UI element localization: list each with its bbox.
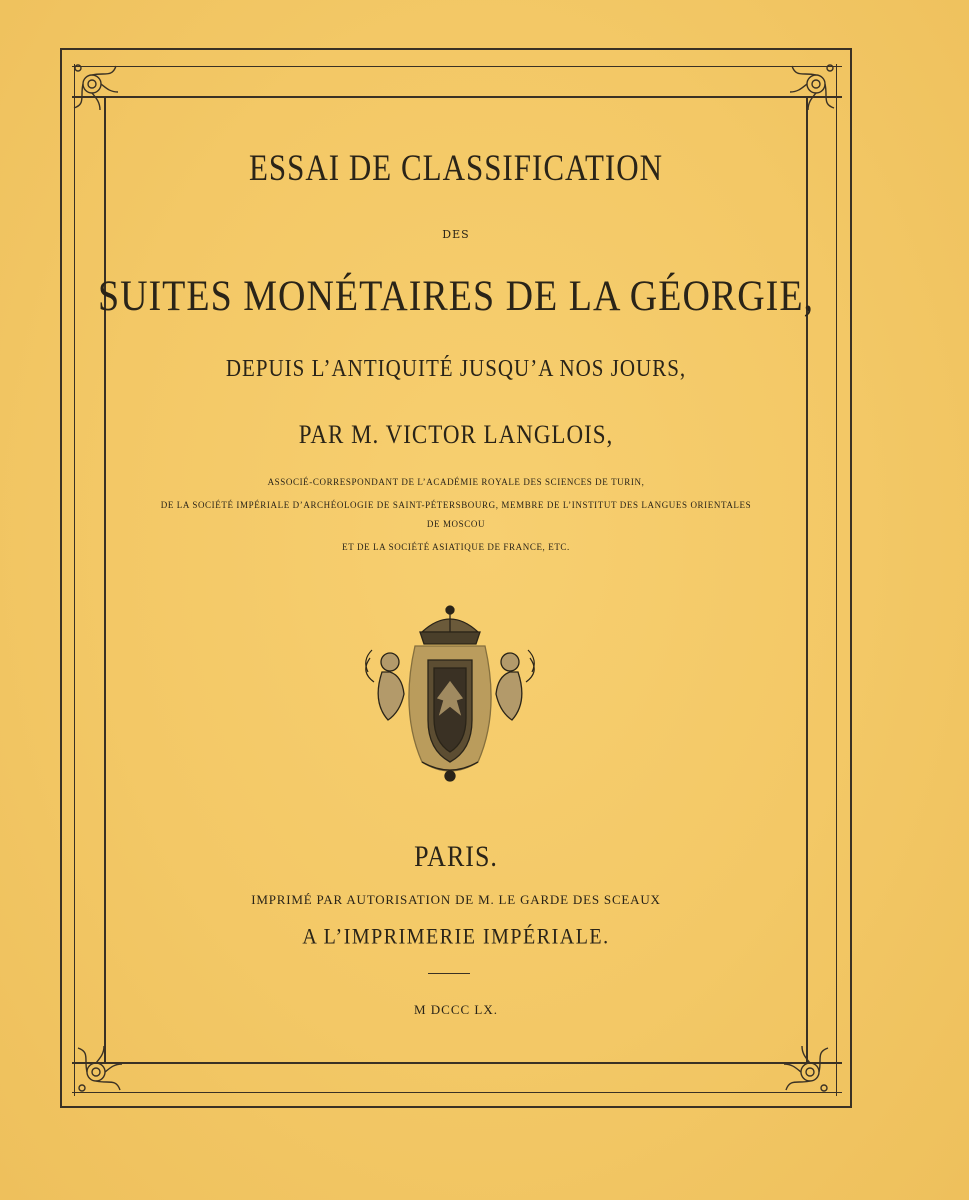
affiliation-line: ET DE LA SOCIÉTÉ ASIATIQUE DE FRANCE, ETC. <box>342 542 570 552</box>
imperial-coat-of-arms-icon <box>360 602 540 784</box>
frame-line-bottom-1 <box>72 1062 842 1064</box>
frame-line-bottom-2 <box>72 1092 842 1093</box>
frame-line-top-2 <box>72 96 842 98</box>
scroll-ornament-icon <box>66 58 122 114</box>
scroll-ornament-icon <box>786 58 842 114</box>
imprint-city: PARIS. <box>414 839 498 874</box>
frame-line-left-2 <box>104 96 106 1064</box>
divider <box>428 973 470 974</box>
author-byline: PAR M. VICTOR LANGLOIS, <box>298 420 614 449</box>
frame-line-right-1 <box>806 96 808 1064</box>
frame-line-top-1 <box>72 66 842 67</box>
imprint-authorization: IMPRIMÉ PAR AUTORISATION DE M. LE GARDE DES SCEAUX <box>251 892 661 907</box>
title-line-2: SUITES MONÉTAIRES DE LA GÉORGIE, <box>97 271 815 321</box>
scroll-ornament-icon <box>780 1042 836 1098</box>
affiliation-line: ASSOCIÉ-CORRESPONDANT DE L’ACADÉMIE ROYALE DES SCIENCES DE TURIN, <box>267 477 645 487</box>
imprint-printer: A L’IMPRIMERIE IMPÉRIALE. <box>302 924 610 950</box>
affiliation-line: DE MOSCOU <box>426 519 486 529</box>
scroll-ornament-icon <box>70 1042 126 1098</box>
title-line-1: ESSAI DE CLASSIFICATION <box>249 146 663 189</box>
affiliation-line: DE LA SOCIÉTÉ IMPÉRIALE D’ARCHÉOLOGIE DE SAINT-PÉTERSBOURG, MEMBRE DE L’INSTITUT DES LANGUES ORIENTALES <box>160 500 752 510</box>
title-line-3: DEPUIS L’ANTIQUITÉ JUSQU’A NOS JOURS, <box>225 354 687 382</box>
title-connector: DES <box>442 228 470 241</box>
imprint-date: M DCCC LX. <box>413 1002 499 1017</box>
